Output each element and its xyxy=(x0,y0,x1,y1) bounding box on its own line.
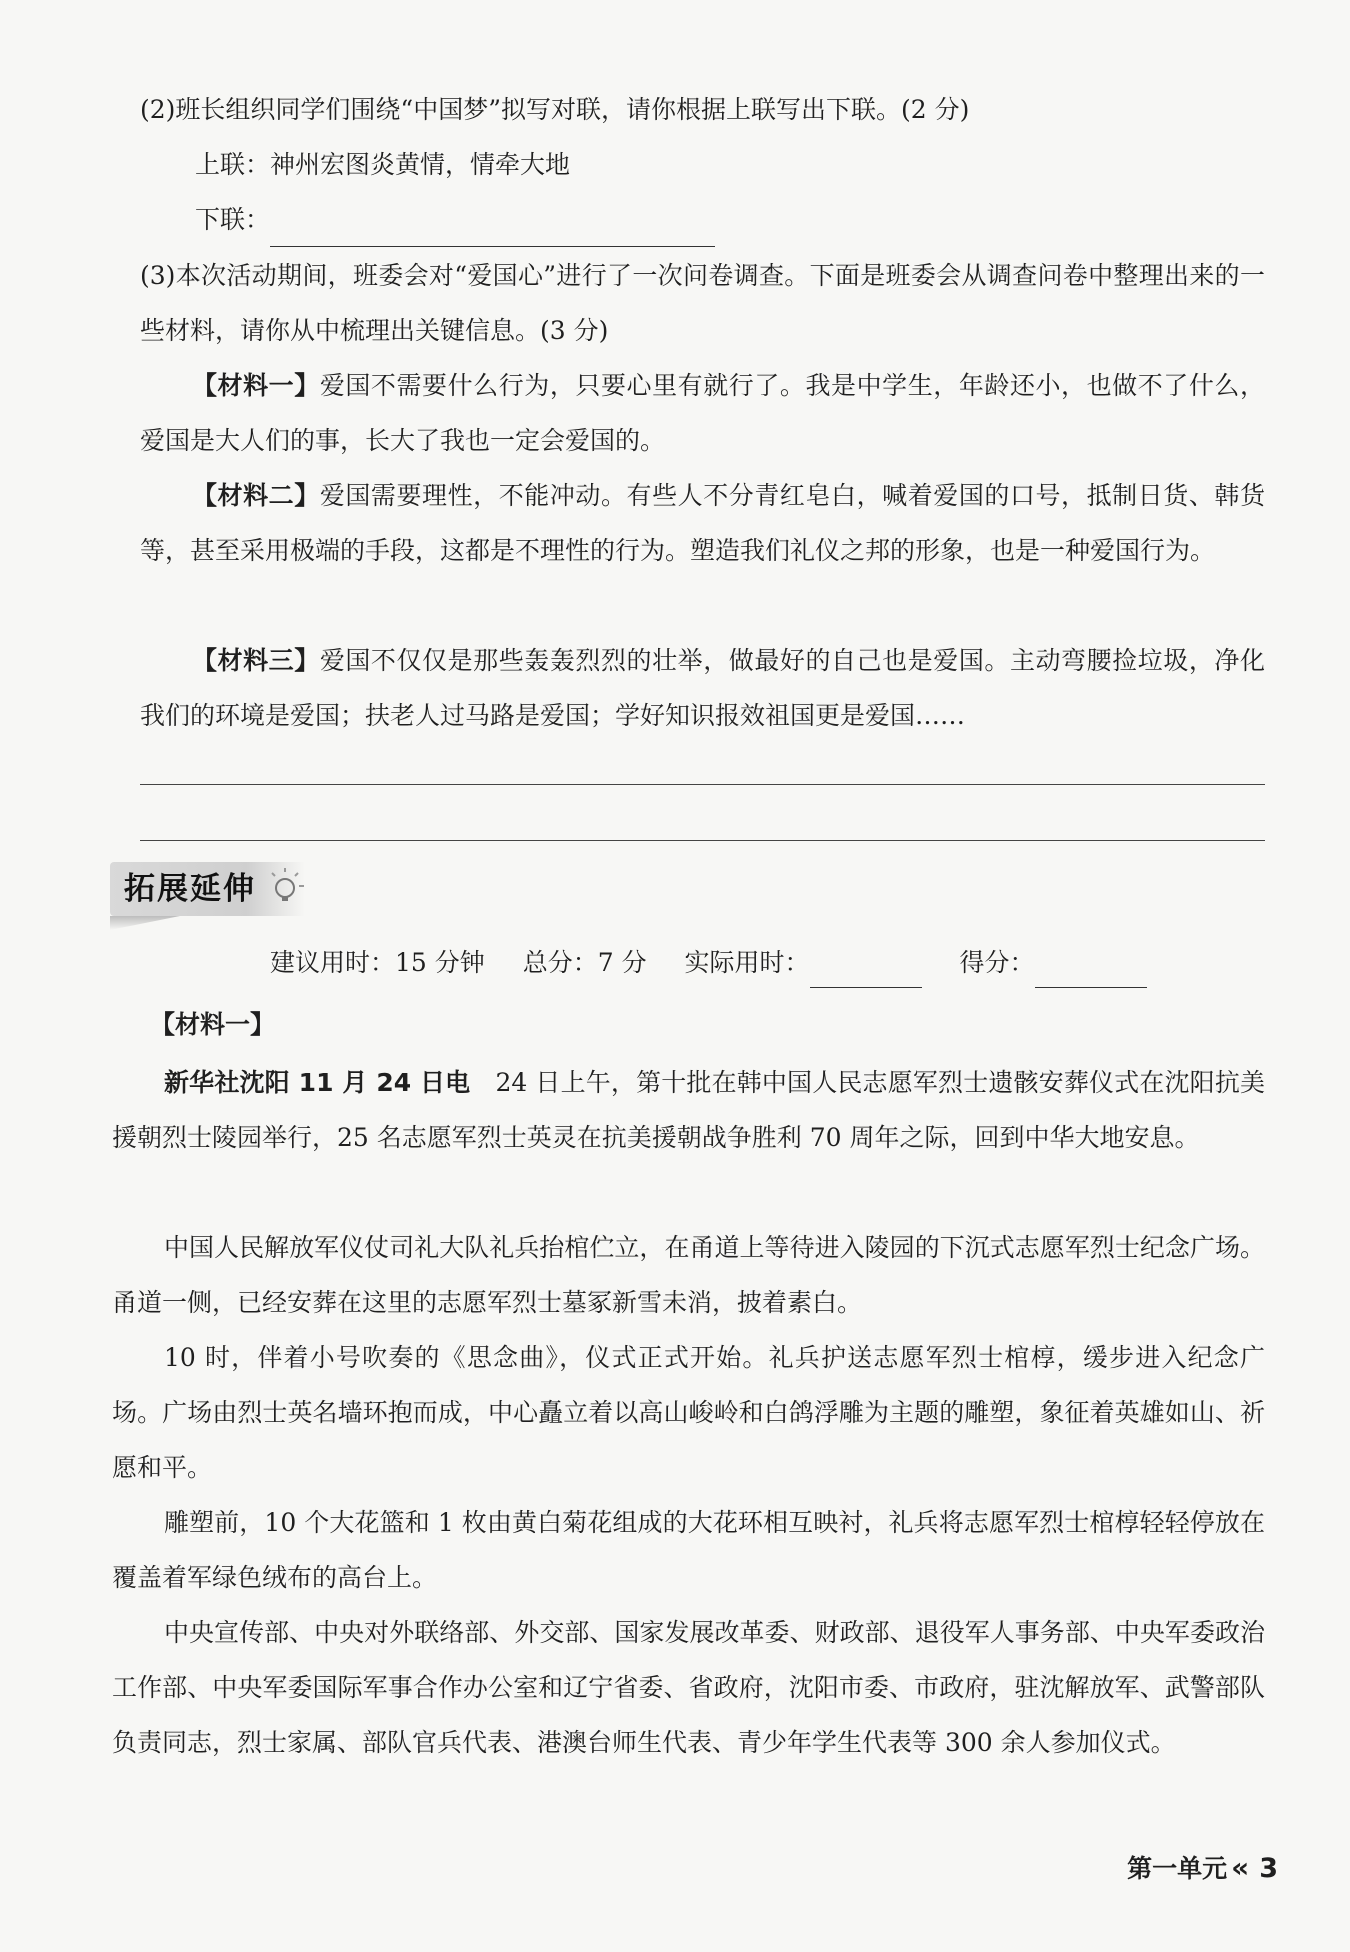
reading-paragraph-4: 雕塑前，10 个大花篮和 1 枚由黄白菊花组成的大花环相互映衬，礼兵将志愿军烈士棺椁轻轻停放在覆盖着军绿色绒布的高台上。 xyxy=(112,1508,1265,1592)
actual-time-blank[interactable] xyxy=(810,957,922,988)
q3-material-2-text: 爱国需要理性，不能冲动。有些人不分青红皂白，喊着爱国的口号，抵制日货、韩货等，甚至采用极端的手段，这都是不理性的行为。塑造我们礼仪之邦的形象，也是一种爱国行为。 xyxy=(140,481,1265,565)
total-score: 总分：7 分 xyxy=(522,948,647,977)
score-label: 得分： xyxy=(959,948,1035,977)
q3-material-1-text: 爱国不需要什么行为，只要心里有就行了。我是中学生，年龄还小，也做不了什么，爱国是大人们的事，长大了我也一定会爱国的。 xyxy=(140,371,1265,455)
news-dateline: 新华社沈阳 11 月 24 日电 xyxy=(164,1068,471,1097)
page-footer xyxy=(1127,1850,1278,1887)
reading-material-head: 【材料一】 xyxy=(150,1010,276,1039)
q3-material-3 xyxy=(140,633,1265,743)
q3-material-1-tag: 【材料一】 xyxy=(192,371,320,400)
q3-material-2 xyxy=(140,468,1265,578)
q3-prompt: (3)本次活动期间，班委会对“爱国心”进行了一次问卷调查。下面是班委会从调查问卷中整理出来的一些材料，请你从中梳理出关键信息。(3 分) xyxy=(140,261,1265,345)
unit-label: 第一单元 xyxy=(1127,1854,1228,1883)
section-meta-row xyxy=(270,938,1147,988)
q3-material-1 xyxy=(140,358,1265,468)
page-number: 3 xyxy=(1259,1853,1278,1884)
q2-answer-blank[interactable] xyxy=(270,208,715,247)
lightbulb-icon xyxy=(267,866,307,906)
chevron-left-icon: « xyxy=(1231,1851,1250,1884)
q3-material-3-text: 爱国不仅仅是那些轰轰烈烈的壮举，做最好的自己也是爱国。主动弯腰捡垃圾，净化我们的环境是爱国；扶老人过马路是爱国；学好知识报效祖国更是爱国…… xyxy=(140,646,1265,730)
q3-material-2-tag: 【材料二】 xyxy=(192,481,320,510)
q2-lower-label: 下联： xyxy=(195,205,271,234)
section-title: 拓展延伸 xyxy=(124,871,256,907)
q2-lower-row xyxy=(195,192,1195,247)
reading-paragraph-3: 10 时，伴着小号吹奏的《思念曲》，仪式正式开始。礼兵护送志愿军烈士棺椁，缓步进入纪念广场。广场由烈士英名墙环抱而成，中心矗立着以高山峻岭和白鸽浮雕为主题的雕塑，象征着英雄如山、祈愿和平。 xyxy=(112,1343,1265,1482)
reading-paragraph-1-text: 24 日上午，第十批在韩中国人民志愿军烈士遗骸安葬仪式在沈阳抗美援朝烈士陵园举行，25 名志愿军烈士英灵在抗美援朝战争胜利 70 周年之际，回到中华大地安息。 xyxy=(112,1068,1265,1152)
q3-answer-line-2[interactable] xyxy=(140,840,1265,841)
q3-material-3-tag: 【材料三】 xyxy=(192,646,320,675)
actual-time-label: 实际用时： xyxy=(684,948,810,977)
q2-prompt: (2)班长组织同学们围绕“中国梦”拟写对联，请你根据上联写出下联。(2 分) xyxy=(140,95,970,124)
reading-paragraph-1 xyxy=(112,1055,1265,1165)
q2-upper-couplet: 上联：神州宏图炎黄情，情牵大地 xyxy=(195,150,571,179)
reading-paragraph-5: 中央宣传部、中央对外联络部、外交部、国家发展改革委、财政部、退役军人事务部、中央军委政治工作部、中央军委国际军事合作办公室和辽宁省委、省政府，沈阳市委、市政府，驻沈解放军、武警部队负责同志，烈士家属、部队官兵代表、港澳台师生代表、青少年学生代表等 300 余人参加仪式。 xyxy=(112,1618,1265,1757)
score-blank[interactable] xyxy=(1035,957,1147,988)
suggested-time: 建议用时：15 分钟 xyxy=(270,948,485,977)
banner-tail xyxy=(110,916,180,930)
reading-paragraph-2: 中国人民解放军仪仗司礼大队礼兵抬棺伫立，在甬道上等待进入陵园的下沉式志愿军烈士纪念广场。甬道一侧，已经安葬在这里的志愿军烈士墓冢新雪未消，披着素白。 xyxy=(112,1233,1265,1317)
q3-answer-line-1[interactable] xyxy=(140,784,1265,785)
